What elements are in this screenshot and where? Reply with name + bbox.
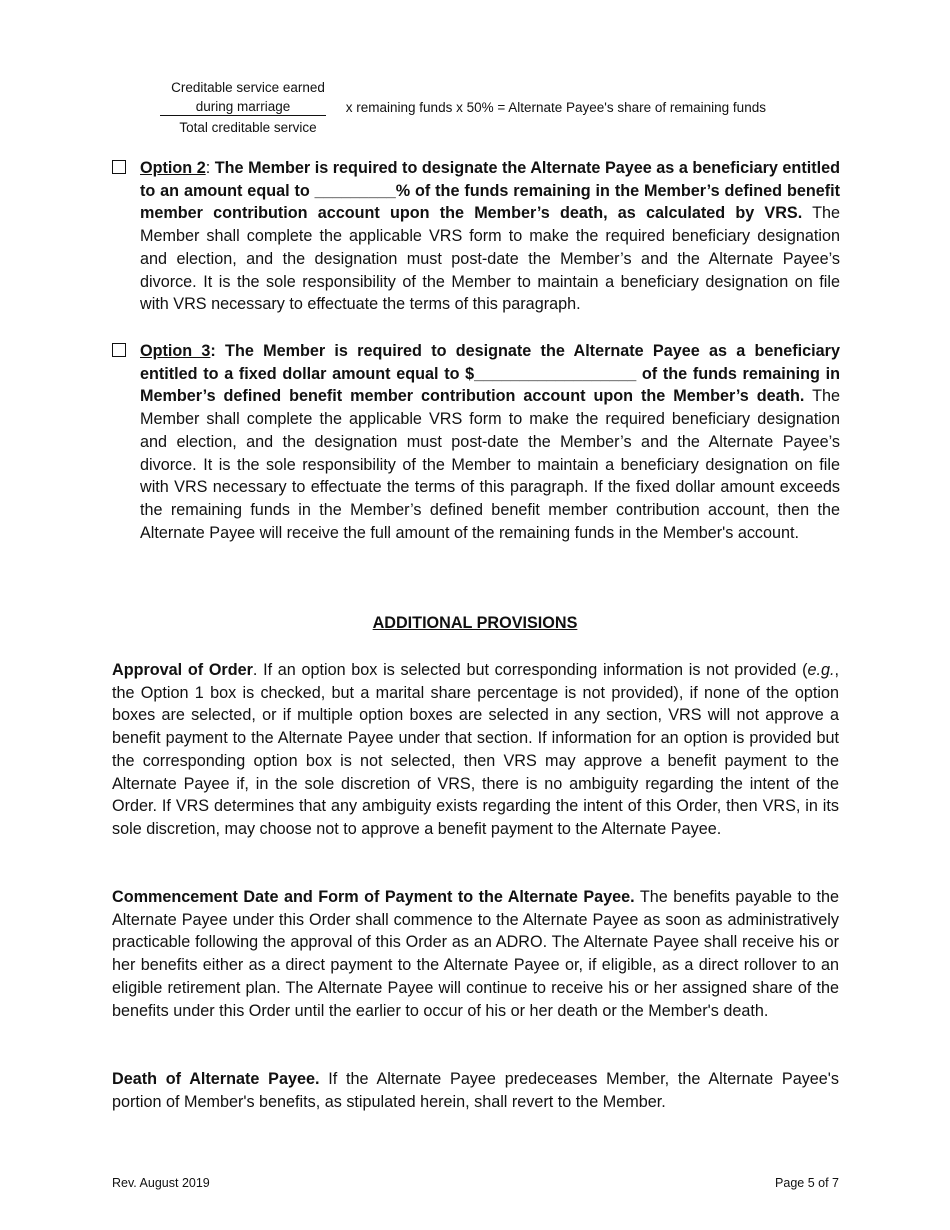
- option-2-label: Option 2: [140, 159, 206, 177]
- commencement-paragraph: [112, 886, 839, 1022]
- option-2-checkbox[interactable]: [112, 160, 126, 174]
- option-3: [112, 340, 840, 544]
- option-3-body: [140, 340, 840, 544]
- option-2-bold-a: The Member is required to designate the Alternate Payee as a beneficiary entitled to an amount equal to: [140, 159, 840, 200]
- option-3-blank: __________________: [474, 364, 637, 383]
- approval-text-a: . If an option box is selected but corresponding information is not provided (: [252, 661, 808, 679]
- option-2: [112, 157, 840, 316]
- formula-numerator: Creditable service earned: [171, 80, 325, 95]
- option-2-blank: _________: [314, 181, 396, 200]
- option-2-colon: :: [205, 159, 211, 177]
- approval-title: Approval of Order: [112, 661, 253, 679]
- marital-share-formula: [160, 78, 860, 137]
- approval-text-b: , the Option 1 box is checked, but a marital share percentage is not provided), if none of the option boxes are selected, or if multiple option boxes are selected in any section, VRS will not approve a benefit payment to the Alternate Payee under that section. If information for an option is provided but the corresponding option box is not selected, then VRS may approve a benefit payment to the Alternate Payee if, in the sole discretion of VRS, there is no ambiguity regarding the intent of the Order. If VRS determines that any ambiguity exists regarding the intent of this Order, then VRS, in its sole discretion, may choose not to approve a benefit payment to the Alternate Payee.: [112, 661, 840, 838]
- footer-page-number: Page 5 of 7: [775, 1176, 839, 1190]
- death-title: Death of Alternate Payee.: [112, 1070, 320, 1088]
- option-3-bold-b: of the funds remaining in Member’s defined benefit member contribution account upon the Member’s death.: [140, 364, 840, 406]
- formula-fraction: [160, 78, 336, 137]
- commencement-title: Commencement Date and Form of Payment to the Alternate Payee.: [112, 888, 635, 906]
- formula-rest: x remaining funds x 50% = Alternate Payee's share of remaining funds: [345, 100, 766, 115]
- option-2-body: [140, 157, 840, 316]
- approval-of-order: [112, 659, 839, 841]
- approval-eg: e.g.: [807, 661, 835, 679]
- formula-middle: during marriage: [160, 98, 326, 116]
- death-of-alternate-payee: [112, 1068, 839, 1113]
- formula-denominator: Total creditable service: [179, 120, 317, 135]
- option-3-checkbox[interactable]: [112, 343, 126, 357]
- option-2-text: The Member shall complete the applicable VRS form to make the required beneficiary designation and election, and the designation must post-date the Member’s and the Alternate Payee’s divorce. It is the sole responsibility of the Member to maintain a beneficiary designation on file with VRS necessary to effectuate the terms of this paragraph.: [140, 204, 840, 314]
- option-2-bold-b: % of the funds remaining in the Member’s defined benefit member contribution account upon the Member’s death, as calculated by VRS.: [140, 181, 840, 223]
- option-3-bold-a: : The Member is required to designate the Alternate Payee as a beneficiary entitled to a fixed dollar amount equal to $: [140, 342, 840, 383]
- commencement-text: The benefits payable to the Alternate Payee under this Order shall commence to the Alternate Payee as soon as administratively practicable following the approval of this Order as an ADRO. The Alternate Payee shall receive his or her benefits either as a direct payment to the Alternate Payee or, if eligible, as a direct rollover to an eligible retirement plan. The Alternate Payee will continue to receive his or her assigned share of the benefits under this Order until the earlier to occur of his or her death or the Member's death.: [112, 888, 839, 1020]
- death-text: If the Alternate Payee predeceases Member, the Alternate Payee's portion of Member's benefits, as stipulated herein, shall revert to the Member.: [112, 1070, 839, 1111]
- option-3-text: The Member shall complete the applicable VRS form to make the required beneficiary designation and election, and the designation must post-date the Member’s and the Alternate Payee’s divorce. It is the sole responsibility of the Member to maintain a beneficiary designation on file with VRS necessary to effectuate the terms of this paragraph. If the fixed dollar amount exceeds the remaining funds in the Member’s defined benefit member contribution account, then the Alternate Payee will receive the full amount of the remaining funds in the Member's account.: [140, 387, 840, 542]
- footer-revision: Rev. August 2019: [112, 1176, 210, 1190]
- additional-provisions-heading: ADDITIONAL PROVISIONS: [372, 614, 578, 632]
- option-3-label: Option 3: [140, 342, 211, 360]
